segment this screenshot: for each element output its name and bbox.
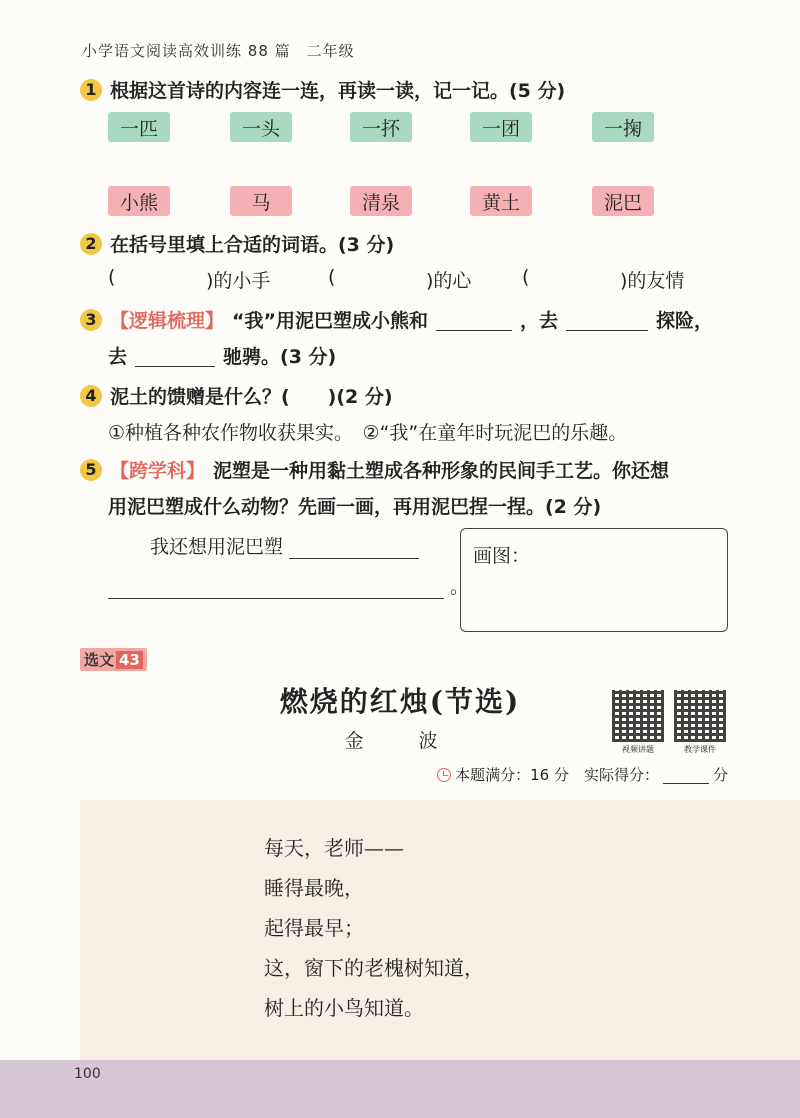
question-text: 在括号里填上合适的词语。(3 分) [110, 234, 395, 256]
fill-prefix-text: 我还想用泥巴塑 [150, 536, 284, 558]
question-3 [80, 306, 713, 333]
question-number: 4 [80, 385, 102, 407]
blank-input[interactable] [566, 309, 648, 331]
question-text: 泥塑是一种用黏土塑成各种形象的民间手工艺。你还想 [213, 460, 670, 482]
q3-text: 去 [108, 346, 128, 368]
blank-input[interactable] [436, 309, 512, 331]
logic-tag: 【逻辑梳理】 [110, 310, 225, 332]
poem [264, 828, 484, 1028]
question-number: 1 [80, 79, 102, 101]
section-label: 选文 [84, 651, 115, 669]
page-number: 100 [74, 1066, 101, 1082]
score-text: 本题满分：16 分 实际得分： [455, 766, 659, 784]
question-number: 5 [80, 459, 102, 481]
q5-fill-line-2 [108, 572, 469, 599]
noun-box[interactable]: 泥巴 [592, 186, 654, 216]
q1-top-row [0, 112, 800, 142]
question-5-cont: 用泥巴塑成什么动物？先画一画，再用泥巴捏一捏。(2 分) [108, 496, 602, 518]
question-number: 3 [80, 309, 102, 331]
paren-open: ( [328, 266, 336, 288]
score-blank[interactable] [663, 766, 709, 784]
paren-open: ( [522, 266, 530, 288]
question-4 [80, 382, 393, 409]
qr-code-icon[interactable] [612, 690, 664, 742]
q1-bottom-row [0, 186, 800, 216]
page-header: 小学语文阅读高效训练 88 篇 二年级 [82, 42, 355, 60]
poem-line: 睡得最晚， [264, 876, 364, 900]
question-number: 2 [80, 233, 102, 255]
article-title: 燃烧的红烛(节选) [279, 685, 521, 718]
period: 。 [450, 576, 470, 598]
q3-text: 探险， [656, 310, 714, 332]
measure-word-box[interactable]: 一掬 [592, 112, 654, 142]
animal-blank-input-2[interactable] [108, 577, 444, 599]
section-number: 43 [116, 651, 143, 669]
measure-word-box[interactable]: 一匹 [108, 112, 170, 142]
measure-word-box[interactable]: 一头 [230, 112, 292, 142]
q3-text: “我”用泥巴塑成小熊和 [232, 310, 428, 332]
drawing-label: 画图： [473, 545, 531, 567]
q3-text: 驰骋。(3 分) [223, 346, 337, 368]
poem-line: 起得最早； [264, 916, 364, 940]
drawing-area[interactable] [460, 528, 728, 632]
poem-line: 这，窗下的老槐树知道， [264, 956, 484, 980]
measure-word-box[interactable]: 一团 [470, 112, 532, 142]
q4-options: ①种植各种农作物收获果实。 ②“我”在童年时玩泥巴的乐趣。 [108, 422, 628, 444]
animal-blank-input[interactable] [289, 537, 419, 559]
q2-fill-line [108, 266, 748, 294]
score-unit: 分 [712, 766, 728, 784]
question-5 [80, 456, 669, 483]
q5-fill-prefix [150, 532, 419, 559]
poem-line: 树上的小鸟知道。 [264, 996, 424, 1020]
paren-open: ( [108, 266, 116, 288]
fill-item-friendship[interactable]: )的友情 [620, 270, 685, 292]
question-text: 泥土的馈赠是什么？( )(2 分) [110, 386, 393, 408]
cross-subject-tag: 【跨学科】 [110, 460, 206, 482]
question-2 [80, 230, 394, 257]
poem-line: 每天，老师—— [264, 836, 404, 860]
question-text: 根据这首诗的内容连一连，再读一读，记一记。(5 分) [110, 80, 566, 102]
noun-box[interactable]: 清泉 [350, 186, 412, 216]
question-3-cont [108, 342, 336, 369]
page-footer [0, 1060, 800, 1118]
noun-box[interactable]: 马 [230, 186, 292, 216]
noun-box[interactable]: 黄土 [470, 186, 532, 216]
blank-input[interactable] [135, 345, 215, 367]
question-1 [80, 76, 565, 103]
measure-word-box[interactable]: 一抔 [350, 112, 412, 142]
section-tag [80, 648, 147, 671]
q3-text: ，去 [520, 310, 559, 332]
qr-code-icon[interactable] [674, 690, 726, 742]
qr-label: 视频讲题 [622, 745, 654, 754]
clock-icon [437, 768, 451, 782]
score-line [437, 764, 728, 785]
noun-box[interactable]: 小熊 [108, 186, 170, 216]
article-author: 金 波 [344, 730, 456, 752]
fill-item-hands[interactable]: )的小手 [206, 270, 271, 292]
qr-label: 教学课件 [684, 745, 716, 754]
fill-item-heart[interactable]: )的心 [426, 270, 472, 292]
